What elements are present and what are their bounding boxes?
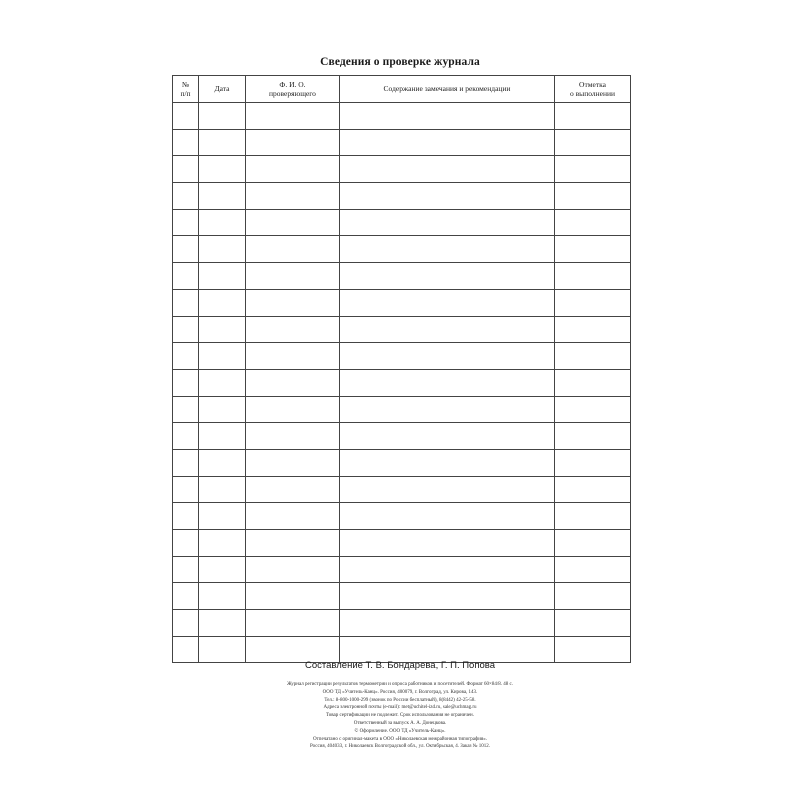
header-completion-mark: Отметка о выполнении [555,76,631,103]
cell-number [173,209,199,236]
header-date: Дата [199,76,246,103]
imprint-line: Отпечатано с оригинал-макета в ООО «Николаевская межрайонная типография». [313,736,487,742]
cell-date [199,530,246,557]
cell-remarks [340,129,555,156]
table-row [173,583,631,610]
cell-completion-mark [555,343,631,370]
table-row [173,530,631,557]
cell-remarks [340,103,555,130]
inspection-table [172,75,631,663]
table-row [173,183,631,210]
cell-number [173,103,199,130]
cell-remarks [340,583,555,610]
cell-remarks [340,503,555,530]
cell-inspector-name [246,530,340,557]
cell-number [173,583,199,610]
table-row [173,263,631,290]
imprint-line: Журнал регистрации результатов термометрии и опроса работников и посетителей. Формат 60×84/8. 48 с. [287,682,513,687]
cell-inspector-name [246,610,340,637]
cell-inspector-name [246,369,340,396]
cell-completion-mark [555,183,631,210]
cell-date [199,610,246,637]
cell-completion-mark [555,209,631,236]
cell-date [199,209,246,236]
cell-inspector-name [246,209,340,236]
table-row [173,636,631,663]
cell-number [173,263,199,290]
cell-date [199,156,246,183]
cell-inspector-name [246,289,340,316]
cell-inspector-name [246,183,340,210]
composition-credit: Составление Т. В. Бондарева, Г. П. Попова [305,660,495,671]
cell-inspector-name [246,503,340,530]
cell-completion-mark [555,449,631,476]
table-row [173,503,631,530]
cell-number [173,610,199,637]
cell-number [173,129,199,156]
table-row [173,610,631,637]
table-header-row [173,76,631,103]
imprint-line: Адреса электронной почты (e-mail): met@uchitel-izd.ru, sale@uchmag.ru [323,705,477,711]
cell-inspector-name [246,449,340,476]
cell-date [199,316,246,343]
cell-number [173,156,199,183]
cell-remarks [340,476,555,503]
cell-inspector-name [246,156,340,183]
cell-completion-mark [555,530,631,557]
cell-remarks [340,209,555,236]
imprint-line: © Оформление. ООО ТД «Учитель-Канц». [354,728,446,734]
cell-remarks [340,530,555,557]
cell-inspector-name [246,103,340,130]
cell-date [199,183,246,210]
cell-remarks [340,236,555,263]
cell-completion-mark [555,556,631,583]
cell-completion-mark [555,396,631,423]
cell-number [173,449,199,476]
cell-inspector-name [246,556,340,583]
cell-completion-mark [555,289,631,316]
imprint-line: Тел.: 8-800-1000-299 (звонок по России бесплатный), 8(8442) 42-25-58. [324,697,476,703]
cell-number [173,289,199,316]
cell-number [173,423,199,450]
table-row [173,369,631,396]
cell-remarks [340,183,555,210]
cell-inspector-name [246,129,340,156]
cell-completion-mark [555,103,631,130]
cell-number [173,343,199,370]
cell-remarks [340,156,555,183]
imprint-block [0,681,800,751]
table-row [173,449,631,476]
cell-date [199,476,246,503]
cell-date [199,103,246,130]
cell-number [173,556,199,583]
cell-remarks [340,316,555,343]
cell-remarks [340,636,555,663]
cell-completion-mark [555,583,631,610]
cell-completion-mark [555,369,631,396]
table-row [173,316,631,343]
page-title: Сведения о проверке журнала [320,56,480,68]
imprint-line: Ответственный за выпуск А. А. Донецкова. [353,720,447,726]
cell-inspector-name [246,583,340,610]
table-row [173,556,631,583]
table-row [173,236,631,263]
cell-number [173,396,199,423]
header-number: № п/п [173,76,199,103]
cell-remarks [340,396,555,423]
cell-date [199,263,246,290]
cell-number [173,503,199,530]
cell-remarks [340,263,555,290]
cell-completion-mark [555,316,631,343]
table-row [173,103,631,130]
header-remarks: Содержание замечания и рекомендации [340,76,555,103]
cell-completion-mark [555,636,631,663]
cell-date [199,449,246,476]
cell-remarks [340,289,555,316]
table-body [173,103,631,663]
table-row [173,289,631,316]
cell-inspector-name [246,636,340,663]
cell-completion-mark [555,156,631,183]
table-row [173,156,631,183]
table-row [173,343,631,370]
imprint-line: Россия, 404033, г. Николаевск Волгоградской обл., ул. Октябрьская, 4. Заказ № 1012. [309,744,491,750]
cell-completion-mark [555,503,631,530]
cell-remarks [340,343,555,370]
cell-date [199,583,246,610]
table-row [173,209,631,236]
cell-date [199,369,246,396]
cell-date [199,236,246,263]
cell-date [199,396,246,423]
cell-completion-mark [555,476,631,503]
cell-remarks [340,556,555,583]
cell-completion-mark [555,236,631,263]
header-inspector-name: Ф. И. О. проверяющего [246,76,340,103]
cell-completion-mark [555,610,631,637]
cell-number [173,476,199,503]
cell-date [199,503,246,530]
cell-remarks [340,423,555,450]
table-row [173,476,631,503]
imprint-line: ООО ТД «Учитель-Канц». Россия, 400079, г. Волгоград, ул. Кирова, 143. [322,689,478,695]
cell-number [173,530,199,557]
table-row [173,423,631,450]
cell-completion-mark [555,423,631,450]
cell-completion-mark [555,129,631,156]
cell-number [173,636,199,663]
cell-inspector-name [246,423,340,450]
table-row [173,129,631,156]
cell-inspector-name [246,343,340,370]
cell-remarks [340,449,555,476]
cell-remarks [340,610,555,637]
cell-number [173,183,199,210]
cell-date [199,636,246,663]
cell-inspector-name [246,263,340,290]
cell-inspector-name [246,476,340,503]
imprint-line: Товар сертификации не подлежит. Срок использования не ограничен. [326,713,474,719]
cell-date [199,343,246,370]
cell-remarks [340,369,555,396]
cell-inspector-name [246,316,340,343]
cell-number [173,369,199,396]
cell-date [199,556,246,583]
cell-date [199,129,246,156]
table-row [173,396,631,423]
cell-number [173,316,199,343]
cell-inspector-name [246,396,340,423]
cell-date [199,289,246,316]
cell-inspector-name [246,236,340,263]
cell-date [199,423,246,450]
cell-number [173,236,199,263]
cell-completion-mark [555,263,631,290]
